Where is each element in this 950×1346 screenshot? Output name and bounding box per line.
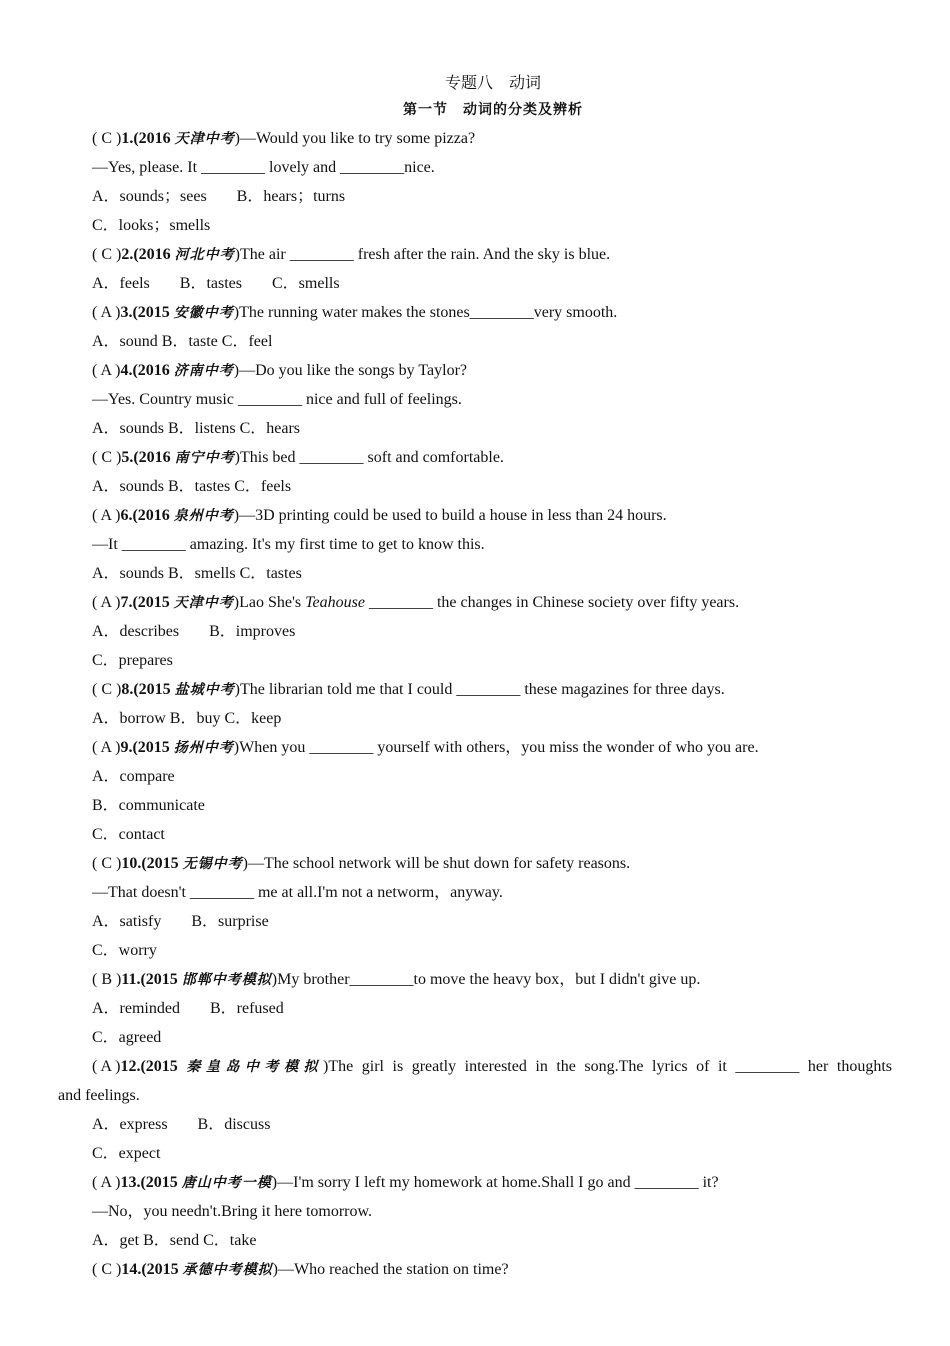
question-text: —The school network will be shut down for safety reasons.: [247, 855, 631, 872]
question-text: My brother________to move the heavy box，but I didn't give up.: [277, 971, 701, 988]
question-stem-line: ( C )1.(2016 天津中考)—Would you like to try some pizza?: [92, 126, 892, 155]
question-stem-line: ( A )9.(2015 扬州中考)When you ________ yourself with others，you miss the wonder of who you are.: [92, 735, 892, 764]
source-year: 2016: [137, 507, 170, 524]
options-row: [92, 1025, 892, 1054]
answer-letter: C: [101, 449, 112, 466]
question-source: 12.(2015 秦皇岛中考模拟: [120, 1058, 324, 1075]
question-text: Lao She's: [239, 594, 306, 611]
answer-bracket: ( C ): [92, 855, 122, 872]
option: A．reminded: [92, 1000, 180, 1017]
reply-line: —Yes, please. It ________ lovely and ________nice.: [92, 159, 435, 176]
page-title: 专题八 动词: [444, 75, 541, 92]
answer-letter: C: [101, 130, 112, 147]
question-source: 5.(2016 南宁中考: [121, 449, 235, 466]
options-row: [92, 938, 892, 967]
source-name: 邯郸中考模拟: [181, 973, 272, 988]
question-text: —3D printing could be used to build a house in less than 24 hours.: [239, 507, 667, 524]
source-name: 河北中考: [174, 248, 235, 263]
answer-bracket: ( C ): [92, 449, 122, 466]
question-number: 3.: [120, 304, 133, 321]
source-name: 无锡中考: [182, 857, 243, 872]
options-row: [92, 1141, 892, 1170]
question-number: 11.: [121, 971, 141, 988]
section-subtitle: 第一节 动词的分类及辨析: [403, 103, 583, 118]
source-name: 扬州中考: [173, 741, 234, 756]
options-row: [92, 561, 892, 590]
answer-letter: B: [101, 971, 112, 988]
source-name: 天津中考: [173, 596, 234, 611]
source-year: 2016: [137, 362, 170, 379]
source-name: 秦皇岛中考模拟: [186, 1060, 324, 1075]
answer-letter: C: [101, 681, 112, 698]
question-source: 11.(2015 邯郸中考模拟: [121, 971, 272, 988]
source-name: 天津中考: [174, 132, 235, 147]
question-source: 7.(2015 天津中考: [120, 594, 234, 611]
question-stem-line: ( A )7.(2015 天津中考)Lao She's Teahouse ________ the changes in Chinese society over fifty years.: [92, 590, 892, 619]
answer-letter: A: [100, 1058, 112, 1075]
option: A．sounds B．listens C．hears: [92, 420, 301, 437]
title-italic: Teahouse: [305, 594, 365, 611]
question-text: The air ________ fresh after the rain. And the sky is blue.: [239, 246, 611, 263]
option: B．refused: [209, 1000, 284, 1017]
option: A．satisfy: [92, 913, 162, 930]
option: C．prepares: [92, 652, 173, 669]
source-name: 泉州中考: [173, 509, 234, 524]
question-text-continued: and feelings.: [58, 1087, 140, 1104]
source-year: 2015: [137, 739, 170, 756]
option: B．communicate: [92, 797, 205, 814]
option: B．improves: [209, 623, 296, 640]
question-text: The librarian told me that I could ________ these magazines for three days.: [239, 681, 725, 698]
option: A．sounds；sees: [92, 188, 207, 205]
question-stem-line: ( A )4.(2016 济南中考)—Do you like the songs by Taylor?: [92, 358, 892, 387]
option: A．get B．send C．take: [92, 1232, 257, 1249]
question-text: —Do you like the songs by Taylor?: [239, 362, 467, 379]
answer-bracket: ( A ): [92, 594, 121, 611]
options-row: [92, 184, 892, 213]
option: A．borrow B．buy C．keep: [92, 710, 282, 727]
options-row: [92, 213, 892, 242]
option: C．worry: [92, 942, 157, 959]
option: B．discuss: [197, 1116, 271, 1133]
source-name: 南宁中考: [174, 451, 235, 466]
source-name: 盐城中考: [174, 683, 235, 698]
source-year: 2016: [138, 130, 171, 147]
options-row: [92, 996, 892, 1025]
answer-bracket: ( A ): [92, 739, 121, 756]
options-row: [92, 793, 892, 822]
answer-bracket: ( C ): [92, 1261, 122, 1278]
options-row: [92, 648, 892, 677]
question-stem-line: ( A )6.(2016 泉州中考)—3D printing could be used to build a house in less than 24 hours.: [92, 503, 892, 532]
question-number: 8.: [121, 681, 134, 698]
question-stem-line: ( A )3.(2015 安徽中考)The running water makes the stones________very smooth.: [92, 300, 892, 329]
question-number: 2.: [121, 246, 134, 263]
question-source: 13.(2015 唐山中考一模: [120, 1174, 272, 1191]
option: A．compare: [92, 768, 175, 785]
source-year: 2015: [146, 1261, 179, 1278]
question-source: 2.(2016 河北中考: [121, 246, 235, 263]
options-row: [92, 764, 892, 793]
question-stem-line: ( C )2.(2016 河北中考)The air ________ fresh after the rain. And the sky is blue.: [92, 242, 892, 271]
question-number: 6.: [120, 507, 133, 524]
options-row: [92, 822, 892, 851]
option: A．sounds B．tastes C．feels: [92, 478, 292, 495]
option: B．tastes: [179, 275, 242, 292]
question-stem-line: ( C )14.(2015 承德中考模拟)—Who reached the station on time?: [92, 1257, 892, 1286]
source-name: 唐山中考一模: [181, 1176, 272, 1191]
question-source: 6.(2016 泉州中考: [120, 507, 234, 524]
source-year: 2015: [137, 304, 170, 321]
option: C．looks；smells: [92, 217, 211, 234]
answer-bracket: ( A ): [92, 304, 121, 321]
question-source: 9.(2015 扬州中考: [120, 739, 234, 756]
question-text: The girl is greatly interested in the song.The lyrics of it ________ her thoughts: [328, 1058, 893, 1075]
option: A．sound B．taste C．feel: [92, 333, 273, 350]
answer-bracket: ( A ): [92, 1174, 121, 1191]
source-name: 济南中考: [173, 364, 234, 379]
question-text: —Would you like to try some pizza?: [239, 130, 476, 147]
options-row: [92, 1112, 892, 1141]
question-list: [58, 126, 893, 1286]
option: A．sounds B．smells C．tastes: [92, 565, 302, 582]
options-row: [92, 1228, 892, 1257]
options-row: [92, 619, 892, 648]
question-number: 1.: [121, 130, 134, 147]
option: C．contact: [92, 826, 165, 843]
question-text: The running water makes the stones________very smooth.: [239, 304, 618, 321]
source-year: 2015: [145, 1058, 178, 1075]
question-stem-line: ( C )5.(2016 南宁中考)This bed ________ soft and comfortable.: [92, 445, 892, 474]
reply-line: —It ________ amazing. It's my first time to get to know this.: [92, 536, 485, 553]
answer-letter: C: [101, 1261, 112, 1278]
options-row: [92, 329, 892, 358]
question-number: 14.: [121, 1261, 142, 1278]
answer-letter: A: [100, 362, 112, 379]
answer-letter: C: [101, 246, 112, 263]
source-year: 2016: [138, 246, 171, 263]
answer-bracket: ( C ): [92, 130, 122, 147]
reply-line: —Yes. Country music ________ nice and full of feelings.: [92, 391, 462, 408]
reply-line: —That doesn't ________ me at all.I'm not a networm，anyway.: [92, 884, 503, 901]
option: B．surprise: [191, 913, 269, 930]
question-text: When you ________ yourself with others，you miss the wonder of who you are.: [239, 739, 759, 756]
question-stem-line: ( C )8.(2015 盐城中考)The librarian told me that I could ________ these magazines for three days.: [92, 677, 892, 706]
option: A．feels: [92, 275, 150, 292]
options-row: [92, 909, 892, 938]
question-number: 5.: [121, 449, 134, 466]
question-source: 4.(2016 济南中考: [120, 362, 234, 379]
answer-bracket: ( A ): [92, 362, 121, 379]
answer-bracket: ( C ): [92, 681, 122, 698]
answer-letter: A: [100, 507, 112, 524]
question-number: 12.: [120, 1058, 141, 1075]
source-year: 2015: [145, 971, 178, 988]
answer-bracket: ( A ): [92, 1058, 121, 1075]
option: B．hears；turns: [236, 188, 346, 205]
question-number: 13.: [120, 1174, 141, 1191]
source-year: 2015: [137, 594, 170, 611]
answer-letter: C: [101, 855, 112, 872]
option: C．expect: [92, 1145, 161, 1162]
question-text: —I'm sorry I left my homework at home.Shall I go and ________ it?: [277, 1174, 719, 1191]
question-text: ________ the changes in Chinese society over fifty years.: [364, 594, 740, 611]
source-name: 承德中考模拟: [182, 1263, 273, 1278]
source-name: 安徽中考: [173, 306, 234, 321]
answer-letter: A: [100, 594, 112, 611]
question-stem-line: ( B )11.(2015 邯郸中考模拟)My brother________to move the heavy box，but I didn't give up.: [92, 967, 892, 996]
question-text: —Who reached the station on time?: [277, 1261, 509, 1278]
options-row: [92, 474, 892, 503]
answer-letter: A: [100, 1174, 112, 1191]
answer-letter: A: [100, 739, 112, 756]
option: A．describes: [92, 623, 180, 640]
question-source: 1.(2016 天津中考: [121, 130, 235, 147]
question-number: 9.: [120, 739, 133, 756]
question-stem-line: ( C )10.(2015 无锡中考)—The school network will be shut down for safety reasons.: [92, 851, 892, 880]
options-row: [92, 416, 892, 445]
option: C．agreed: [92, 1029, 162, 1046]
question-stem-line: ( A )12.(2015 秦皇岛中考模拟)The girl is greatly interested in the song.The lyrics of it ________ her thoughts: [92, 1054, 892, 1083]
answer-bracket: ( B ): [92, 971, 122, 988]
answer-letter: A: [100, 304, 112, 321]
question-source: 14.(2015 承德中考模拟: [121, 1261, 273, 1278]
question-source: 10.(2015 无锡中考: [121, 855, 243, 872]
option: C．smells: [272, 275, 340, 292]
question-number: 10.: [121, 855, 142, 872]
source-year: 2015: [145, 1174, 178, 1191]
option: A．express: [92, 1116, 168, 1133]
answer-bracket: ( C ): [92, 246, 122, 263]
question-source: 8.(2015 盐城中考: [121, 681, 235, 698]
question-source: 3.(2015 安徽中考: [120, 304, 234, 321]
question-number: 4.: [120, 362, 133, 379]
source-year: 2015: [146, 855, 179, 872]
reply-line: —No，you needn't.Bring it here tomorrow.: [92, 1203, 373, 1220]
question-number: 7.: [120, 594, 133, 611]
answer-bracket: ( A ): [92, 507, 121, 524]
source-year: 2016: [138, 449, 171, 466]
question-text: This bed ________ soft and comfortable.: [239, 449, 504, 466]
options-row: [92, 271, 892, 300]
question-stem-line: ( A )13.(2015 唐山中考一模)—I'm sorry I left my homework at home.Shall I go and ________ it?: [92, 1170, 892, 1199]
source-year: 2015: [138, 681, 171, 698]
options-row: [92, 706, 892, 735]
